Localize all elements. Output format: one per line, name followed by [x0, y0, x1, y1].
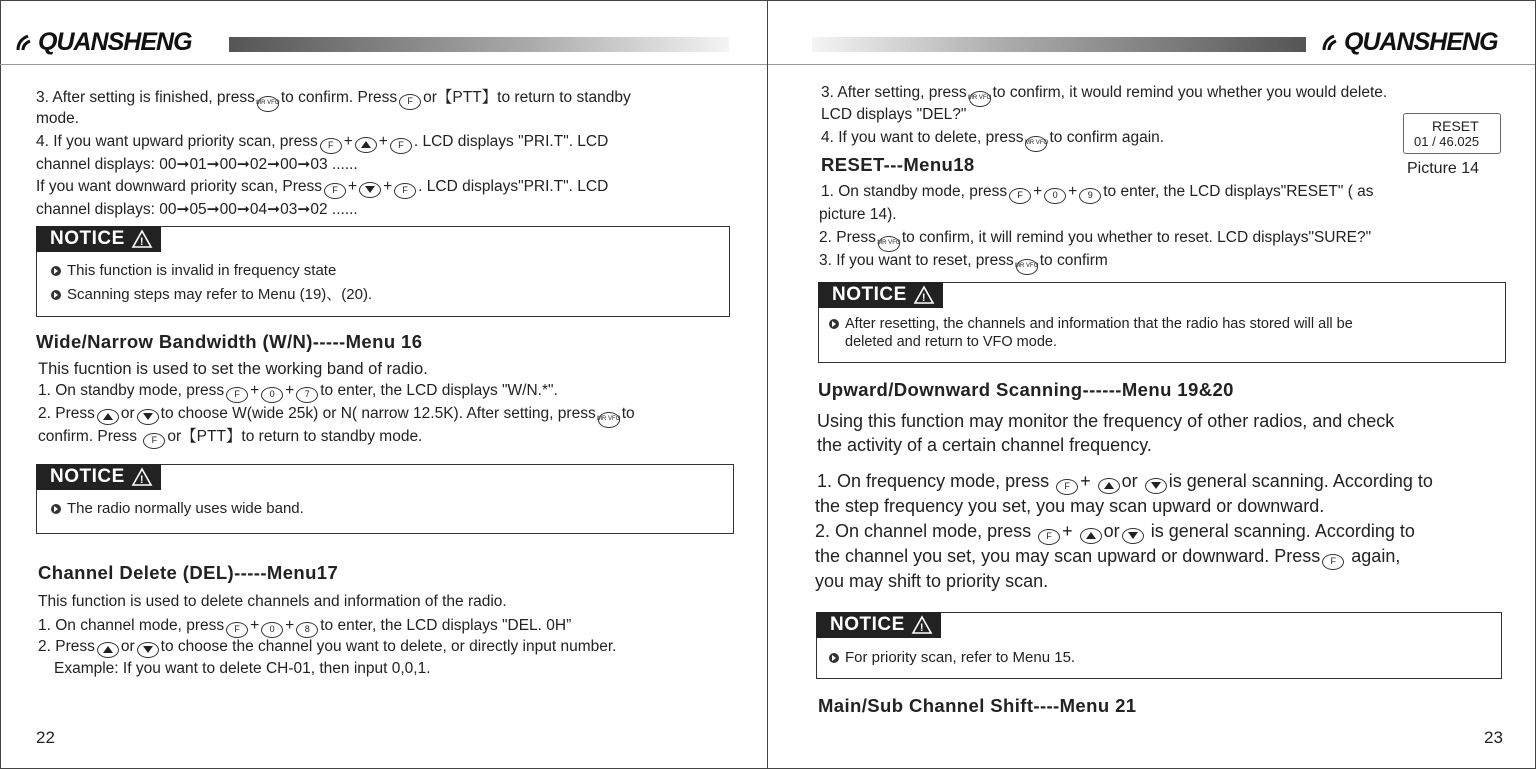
notice-tag: NOTICE !	[36, 464, 161, 490]
down-key-icon	[137, 642, 159, 658]
lcd-display	[1403, 113, 1501, 154]
text-line: If you want downward priority scan, Press F + + F . LCD displays"PRI.T". LCD	[36, 176, 608, 199]
notice-item: The radio normally uses wide band.	[51, 498, 304, 520]
notice-box	[818, 282, 1506, 363]
up-key-icon	[97, 409, 119, 425]
text-line: channel displays: 00➞01➞00➞02➞00➞03 ......	[36, 156, 358, 173]
text-line: This function is used to delete channels and information of the radio.	[38, 593, 507, 610]
f-key-icon: F	[390, 138, 412, 154]
bullet-icon	[51, 504, 61, 514]
notice-box	[36, 464, 734, 534]
text-line: 1. On standby mode, press F + 0 + 9 to enter, the LCD displays"RESET" ( as	[821, 181, 1374, 204]
brand-name: QUANSHENG	[38, 28, 192, 56]
eight-key-icon: 8	[296, 622, 318, 638]
text-line: 1. On standby mode, press F + 0 + 7 to enter, the LCD displays "W/N.*".	[38, 380, 558, 403]
warning-icon	[911, 615, 933, 635]
bullet-icon	[829, 653, 839, 663]
signal-swoosh-icon	[16, 34, 34, 52]
text-line: channel displays: 00➞05➞00➞04➞03➞02 ......	[36, 201, 358, 218]
mr-vfo-key-icon: MR VFO	[969, 91, 991, 107]
notice-tag: NOTICE !	[36, 226, 161, 252]
f-key-icon: F	[1322, 554, 1344, 570]
page-divider	[767, 0, 768, 769]
section-heading: RESET---Menu18	[821, 154, 975, 175]
text-line: 2. Press or to choose W(wide 25k) or N( narrow 12.5K). After setting, pressMR VFOto	[38, 403, 635, 428]
notice-item: After resetting, the channels and information that the radio has stored will all be	[829, 315, 1353, 333]
zero-key-icon: 0	[261, 387, 283, 403]
top-border	[0, 0, 1536, 1]
text-line: you may shift to priority scan.	[815, 571, 1049, 591]
zero-key-icon: 0	[1044, 188, 1066, 204]
up-key-icon	[355, 137, 377, 153]
f-key-icon: F	[320, 138, 342, 154]
f-key-icon: F	[1009, 188, 1031, 204]
notice-box	[36, 226, 730, 317]
header-rule-left	[0, 64, 767, 65]
mr-vfo-key-icon: MR VFO	[257, 96, 279, 112]
section-heading: Main/Sub Channel Shift----Menu 21	[818, 695, 1137, 716]
text-line: 1. On frequency mode, press F + or is general scanning. According to	[817, 469, 1433, 495]
warning-icon	[131, 467, 153, 487]
f-key-icon: F	[1056, 479, 1078, 495]
notice-box	[816, 612, 1502, 679]
notice-item: For priority scan, refer to Menu 15.	[829, 647, 1075, 669]
text-line: 2. Press or to choose the channel you want to delete, or directly input number.	[38, 636, 616, 658]
seven-key-icon: 7	[296, 387, 318, 403]
text-line: 4. If you want to delete, pressMR VFOto confirm again.	[821, 127, 1164, 152]
notice-item: deleted and return to VFO mode.	[845, 334, 1057, 350]
f-key-icon: F	[226, 387, 248, 403]
text-line: the channel you set, you may scan upward or downward. Press F again,	[815, 544, 1400, 570]
left-page-border	[0, 0, 1, 769]
text-line: 4. If you want upward priority scan, press F + + F . LCD displays "PRI.T". LCD	[36, 131, 608, 154]
section-heading: Channel Delete (DEL)-----Menu17	[38, 562, 339, 583]
page-number: 23	[1484, 728, 1503, 747]
up-key-icon	[97, 642, 119, 658]
warning-icon	[913, 285, 935, 305]
text-line: 3. After setting, pressMR VFOto confirm, it would remind you whether you would delete.	[821, 82, 1387, 107]
bullet-icon	[51, 290, 61, 300]
zero-key-icon: 0	[261, 622, 283, 638]
up-key-icon	[1080, 528, 1102, 544]
text-line: Example: If you want to delete CH-01, then input 0,0,1.	[54, 660, 431, 677]
bullet-icon	[829, 319, 839, 329]
section-heading: Upward/Downward Scanning------Menu 19&20	[818, 379, 1234, 400]
down-key-icon	[359, 182, 381, 198]
notice-item: This function is invalid in frequency state	[51, 260, 336, 282]
text-line: 3. If you want to reset, pressMR VFOto confirm	[819, 250, 1108, 275]
brand-logo-right	[1322, 28, 1498, 57]
bullet-icon	[51, 266, 61, 276]
text-line: 3. After setting is finished, pressMR VFOto confirm. Press F or【PTT】to return to standby	[36, 87, 631, 112]
text-line: 2. On channel mode, press F + or is general scanning. According to	[815, 519, 1415, 545]
mr-vfo-key-icon: MR VFO	[1025, 136, 1047, 152]
mr-vfo-key-icon: MR VFO	[878, 236, 900, 252]
mr-vfo-key-icon: MR VFO	[1016, 259, 1038, 275]
f-key-icon: F	[1038, 529, 1060, 545]
text-line: Using this function may monitor the frequency of other radios, and check	[817, 411, 1395, 431]
text-line: the activity of a certain channel frequency.	[817, 435, 1152, 455]
f-key-icon: F	[399, 94, 421, 110]
lcd-frequency: 01 / 46.025	[1414, 134, 1480, 149]
notice-tag: NOTICE !	[818, 282, 943, 308]
text-line: 2. PressMR VFOto confirm, it will remind you whether to reset. LCD displays"SURE?"	[819, 227, 1371, 252]
page-number: 22	[36, 728, 55, 747]
f-key-icon: F	[226, 622, 248, 638]
section-heading: Wide/Narrow Bandwidth (W/N)-----Menu 16	[36, 331, 423, 352]
brand-name: QUANSHENG	[1344, 28, 1498, 56]
text-line: confirm. Press F or【PTT】to return to standby mode.	[38, 426, 422, 449]
signal-swoosh-icon	[1322, 34, 1340, 52]
f-key-icon: F	[143, 433, 165, 449]
svg-text:!: !	[919, 622, 924, 634]
f-key-icon: F	[394, 183, 416, 199]
down-key-icon	[137, 409, 159, 425]
text-line: the step frequency you set, you may scan upward or downward.	[815, 496, 1325, 516]
nine-key-icon: 9	[1079, 188, 1101, 204]
svg-text:!: !	[139, 236, 144, 248]
text-line: mode.	[36, 110, 80, 127]
up-key-icon	[1098, 478, 1120, 494]
warning-icon	[131, 229, 153, 249]
f-key-icon: F	[324, 183, 346, 199]
svg-text:!: !	[139, 474, 144, 486]
lcd-caption: Picture 14	[1407, 160, 1480, 177]
text-line: This fucntion is used to set the working band of radio.	[38, 360, 428, 378]
header-rule-right	[768, 64, 1535, 65]
text-line: LCD displays "DEL?"	[821, 106, 967, 123]
svg-text:!: !	[921, 292, 926, 304]
down-key-icon	[1122, 528, 1144, 544]
notice-item: Scanning steps may refer to Menu (19)、(20).	[51, 284, 372, 306]
mr-vfo-key-icon: MR VFO	[598, 412, 620, 428]
brand-logo-left	[16, 28, 192, 57]
text-line: 1. On channel mode, press F + 0 + 8 to enter, the LCD displays "DEL. 0H”	[38, 615, 571, 638]
header-bar-left	[229, 37, 729, 52]
text-line: picture 14).	[819, 206, 897, 223]
header-bar-right	[812, 37, 1306, 52]
lcd-text: RESET	[1432, 118, 1479, 134]
down-key-icon	[1145, 478, 1167, 494]
notice-tag: NOTICE !	[816, 612, 941, 638]
